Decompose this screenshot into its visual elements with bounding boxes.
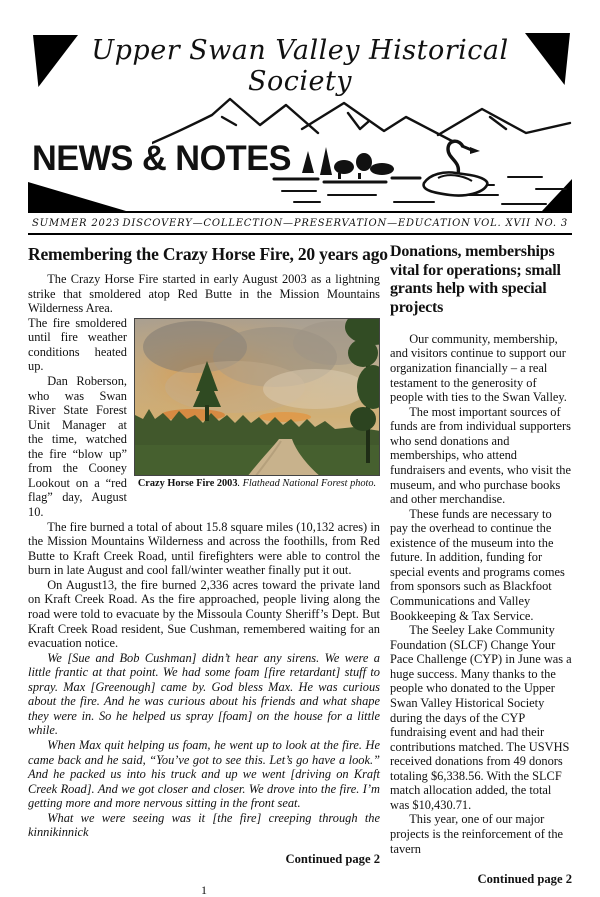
dateline	[28, 213, 572, 235]
corner-triangle-top-left-icon	[33, 35, 78, 87]
photo-caption-credit: . Flathead National Forest photo.	[237, 477, 377, 489]
continued-notice-right: Continued page 2	[477, 872, 572, 887]
newsletter-title: NEWS & NOTES	[32, 139, 292, 178]
article-paragraph: Our community, membership, and visitors continue to support our organization financially – a real testament to the generosity of people with ties to the Swan Valley.	[390, 331, 567, 405]
left-column-article	[28, 242, 388, 897]
article-paragraph: The fire burned a total of about 15.8 square miles (10,132 acres) in the Mission Mountains Wilderness and across the foothills, from Red Butte to Kraft Creek Road, until firefighters were able to control the burn in late August and cool fall/winter weather finally put it out.	[28, 519, 380, 578]
oral-history-quote: We [Sue and Bob Cushman] didn’t hear any sirens. We were a little frantic at that point. We had some foam [fire retardant] stuff to spray. Max [Greenough] came by. God bless Max. He was curious about the fire. And he was curious about his friends and what shape they were in. So he helped us spray [foam] on the house for a little while.	[28, 650, 380, 738]
article-paragraph: On August13, the fire burned 2,336 acres toward the private land on Kraft Creek Road. As the fire approached, people living along the road were told to evacuate by the Missoula County Sheriff’s Dept. But Kraft Creek Road resident, Sue Cushman, remembered waiting for an evacuation notice.	[28, 577, 380, 651]
right-column-article	[390, 242, 572, 897]
corner-triangle-top-right-icon	[525, 33, 570, 85]
society-name: Upper Swan Valley Historical Society	[91, 35, 509, 97]
issue-date: SUMMER 2023	[32, 218, 121, 229]
article-paragraph: The fire smoldered until fire weather conditions heated up.	[28, 315, 127, 374]
society-motto: DISCOVERY—COLLECTION—PRESERVATION—EDUCATION	[122, 218, 471, 229]
article-paragraph: The Crazy Horse Fire started in early August 2003 as a lightning strike that smoldered atop Red Butte in the Mission Mountains Wilderness Area.	[28, 272, 380, 316]
masthead	[28, 33, 572, 213]
oral-history-quote: What we were seeing was it [the fire] creeping through the kinnikinnick	[28, 810, 380, 840]
article-paragraph: Dan Roberson, who was Swan River State Forest Unit Manager at the time, watched the fire “blow up” from the Cooney Lookout on a “red flag” day, August 10.	[28, 373, 127, 519]
page-body	[28, 242, 572, 897]
page-number: 1	[201, 882, 207, 897]
corner-triangle-bottom-left-icon	[28, 182, 126, 211]
article-paragraph: The Seeley Lake Community Foundation (SLCF) Change Your Pace Challenge (CYP) in June was a huge success. Many thanks to the people who donated to the Upper Swan Valley Historical Society during the days of the CYP fundraising event and had their contributions matched. The USVHS received donations from 49 donors totaling $6,338.56. With the SLCF match allocation added, the total was $10,430.71.	[390, 623, 572, 812]
article-paragraph: The most important sources of funds are from individual supporters who send donations and memberships, who attend fundraisers and events, who visit the museum, and who purchase books and other merchandise.	[390, 404, 572, 507]
article-paragraph: This year, one of our major projects is the reinforcement of the tavern	[390, 812, 564, 856]
oral-history-quote: When Max quit helping us foam, he went up to look at the fire. He came back and he said, “You’ve got to see this. Let’s go have a look.” And he packed us into his truck and up we went [driving on Kraft Creek Road]. And we got closer and closer. We drove into the fire. I’m getting more and more nervous sitting in the front seat.	[28, 738, 380, 811]
crazy-horse-fire-photo	[134, 318, 380, 476]
article-headline-donations: Donations, memberships vital for operations; small grants help with special projects	[390, 243, 561, 317]
volume-number: VOL. XVII NO. 3	[473, 218, 568, 229]
photo-caption	[134, 478, 380, 490]
continued-notice-left: Continued page 2	[285, 851, 380, 866]
article-headline-crazy-horse-fire: Remembering the Crazy Horse Fire, 20 years ago	[28, 244, 388, 264]
banner-bottom-rule	[28, 211, 572, 213]
fire-photo-figure	[134, 318, 380, 490]
photo-caption-title: Crazy Horse Fire 2003	[137, 477, 238, 489]
article-paragraph: These funds are necessary to pay the overhead to continue the existence of the museum into the future. In addition, funding for special events and programs comes from sponsors such as Blackfoot Communications and Valley Bookkeeping & Tax Service.	[390, 506, 565, 623]
swan-icon	[424, 141, 488, 195]
